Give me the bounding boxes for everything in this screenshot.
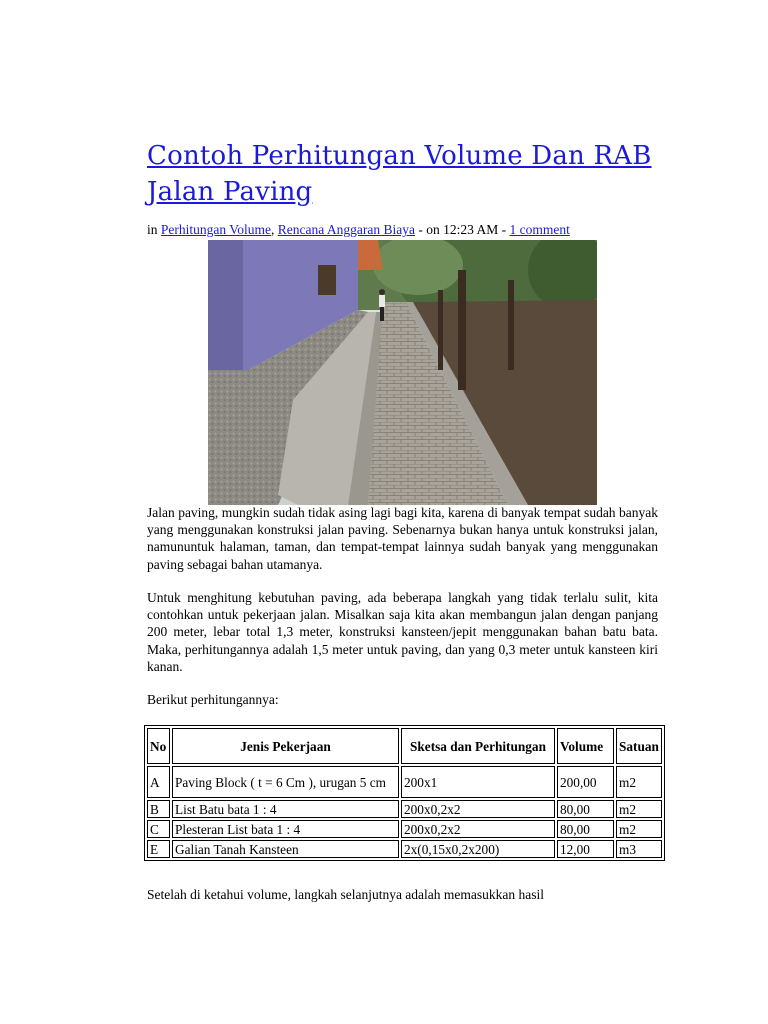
paragraph-3: Berikut perhitungannya:	[147, 692, 279, 707]
cell-volume: 80,00	[557, 800, 614, 818]
cell-jenis: List Batu bata 1 : 4	[172, 800, 399, 818]
table-header-row	[147, 728, 662, 764]
volume-table	[144, 725, 665, 861]
cell-satuan: m2	[616, 820, 662, 838]
post-meta	[147, 221, 570, 239]
cell-sketsa: 200x0,2x2	[401, 820, 555, 838]
cell-volume: 200,00	[557, 766, 614, 798]
cell-sketsa: 200x0,2x2	[401, 800, 555, 818]
post-title-link[interactable]: Contoh Perhitungan Volume Dan RAB Jalan Paving	[147, 141, 652, 207]
cell-jenis: Paving Block ( t = 6 Cm ), urugan 5 cm	[172, 766, 399, 798]
cell-satuan: m3	[616, 840, 662, 858]
cell-sketsa: 200x1	[401, 766, 555, 798]
comments-link[interactable]: 1 comment	[509, 222, 570, 237]
header-jenis-pekerjaan: Jenis Pekerjaan	[172, 728, 399, 764]
cell-no: B	[147, 800, 170, 818]
cell-volume: 80,00	[557, 820, 614, 838]
category-link-rab[interactable]: Rencana Anggaran Biaya	[277, 222, 415, 237]
meta-separator: ,	[271, 222, 278, 237]
paragraph-2: Untuk menghitung kebutuhan paving, ada beberapa langkah yang tidak terlalu sulit, kita contohkan untuk pekerjaan jalan. Misalkan saja kita akan membangun jalan dengan panjang 200 meter, lebar total 1,3 meter, konstruksi kansteen/jepit menggunakan bahan batu bata. Maka, perhitungannya adalah 1,5 meter untuk paving, dan yang 0,3 meter untuk kansteen kiri kanan.	[147, 590, 658, 674]
cell-volume: 12,00	[557, 840, 614, 858]
header-no: No	[147, 728, 170, 764]
paragraph-1: Jalan paving, mungkin sudah tidak asing lagi bagi kita, karena di banyak tempat sudah banyak yang menggunakan konstruksi jalan paving. Sebenarnya bukan hanya untuk konstruksi jalan, namununtuk halaman, taman, dan tempat-tempat lainnya sudah banyak yang menggunakan paving sebagai bahan utamanya.	[147, 505, 658, 572]
cell-no: C	[147, 820, 170, 838]
meta-time: - on 12:23 AM -	[414, 222, 510, 237]
cell-jenis: Galian Tanah Kansteen	[172, 840, 399, 858]
cell-no: E	[147, 840, 170, 858]
table-row	[147, 800, 662, 818]
cell-jenis: Plesteran List bata 1 : 4	[172, 820, 399, 838]
cell-sketsa: 2x(0,15x0,2x200)	[401, 840, 555, 858]
header-volume: Volume	[557, 728, 614, 764]
meta-prefix: in	[147, 222, 161, 237]
closing-paragraph: Setelah di ketahui volume, langkah selanjutnya adalah memasukkan hasil	[147, 887, 545, 902]
cell-satuan: m2	[616, 766, 662, 798]
paving-road-photo	[208, 240, 597, 505]
table-row	[147, 766, 662, 798]
header-sketsa: Sketsa dan Perhitungan	[401, 728, 555, 764]
cell-no: A	[147, 766, 170, 798]
header-satuan: Satuan	[616, 728, 662, 764]
cell-satuan: m2	[616, 800, 662, 818]
table-row	[147, 820, 662, 838]
table-row	[147, 840, 662, 858]
category-link-perhitungan-volume[interactable]: Perhitungan Volume	[160, 222, 272, 237]
